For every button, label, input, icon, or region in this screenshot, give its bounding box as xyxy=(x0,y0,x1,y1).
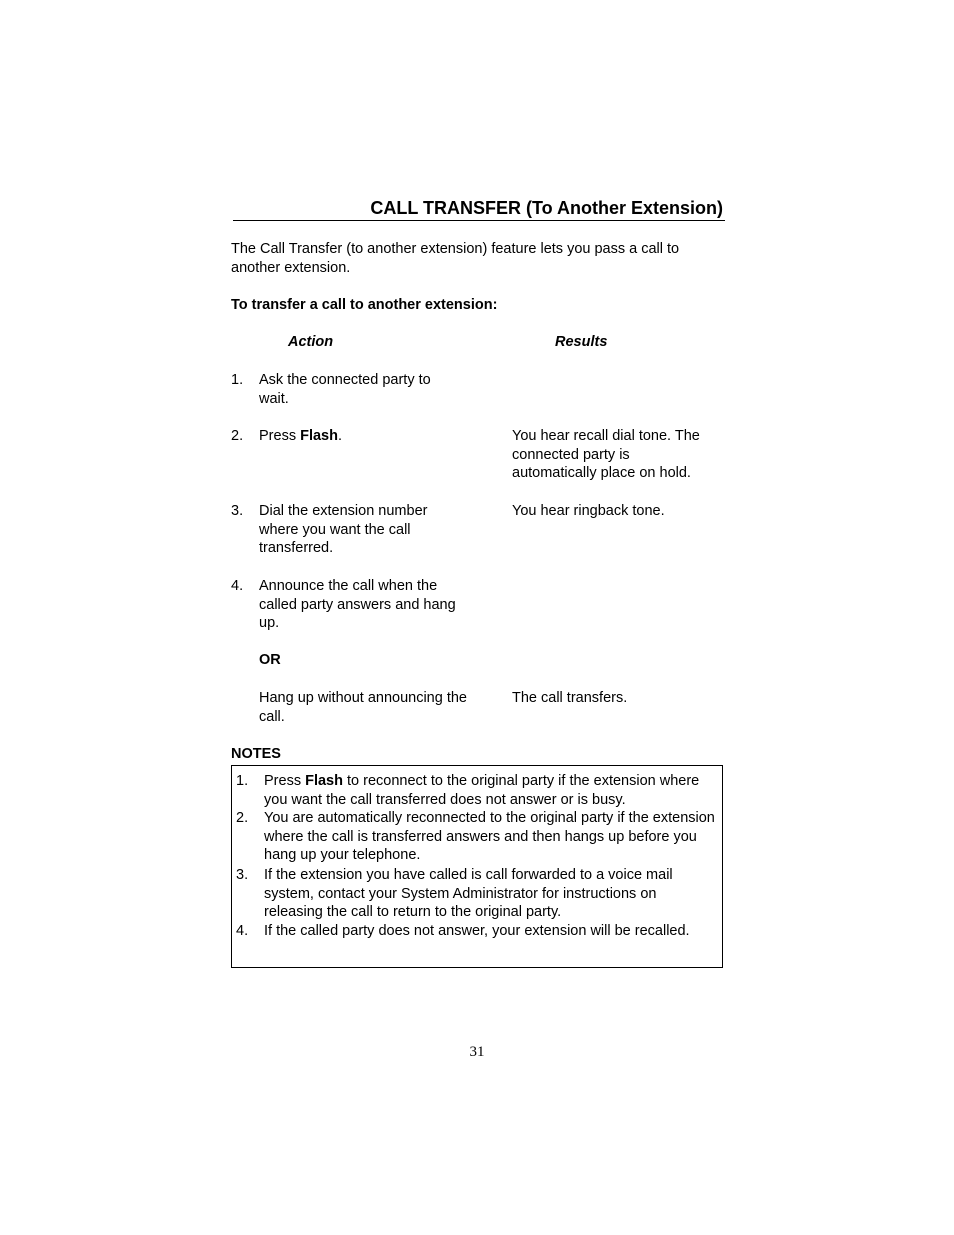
note-text: You are automatically reconnected to the original party if the extension where the call is transferred answers and then hangs up before you hang up your telephone. xyxy=(264,810,715,864)
note-text: If the called party does not answer, your extension will be recalled. xyxy=(264,923,690,939)
note-number: 3. xyxy=(236,867,249,883)
alt-step-action: Hang up without announcing the call. xyxy=(259,690,467,725)
note-number: 4. xyxy=(236,923,249,939)
results-column-header: Results xyxy=(555,334,608,350)
step-action-text: Press xyxy=(259,428,301,444)
step-action xyxy=(259,427,459,446)
notes-box xyxy=(231,765,723,968)
step-number: 2. xyxy=(231,428,244,444)
note-number: 1. xyxy=(236,773,249,789)
note-text xyxy=(264,772,716,809)
note-text: If the extension you have called is call forwarded to a voice mail system, contact your System Administrator for instructions on releasing the call to return to the original party. xyxy=(264,867,673,921)
alt-step-result: The call transfers. xyxy=(512,690,628,706)
action-column-header: Action xyxy=(288,334,334,350)
step-number: 1. xyxy=(231,372,244,388)
or-label: OR xyxy=(259,652,281,668)
note-text-part: Press xyxy=(264,773,306,789)
intro-paragraph: The Call Transfer (to another extension) feature lets you pass a call to another extension. xyxy=(231,241,680,276)
step-number: 3. xyxy=(231,503,244,519)
step-result: You hear recall dial tone. The connected party is automatically place on hold. xyxy=(512,428,700,482)
step-result: You hear ringback tone. xyxy=(512,503,665,519)
step-action: Announce the call when the called party answers and hang up. xyxy=(259,578,456,632)
step-action: Dial the extension number where you want the call transferred. xyxy=(259,503,428,557)
note-text-part: to reconnect to the original party if the extension where you want the call transferred does not answer or is busy. xyxy=(264,773,700,808)
page-number: 31 xyxy=(469,1044,485,1060)
note-number: 2. xyxy=(236,810,249,826)
notes-heading: NOTES xyxy=(231,746,281,762)
step-number: 4. xyxy=(231,578,244,594)
flash-key-label: Flash xyxy=(305,773,343,789)
step-action: Ask the connected party to wait. xyxy=(259,372,431,407)
step-action-text: . xyxy=(337,428,342,444)
procedure-heading: To transfer a call to another extension: xyxy=(231,297,498,313)
flash-key-label: Flash xyxy=(300,428,338,444)
page-title: CALL TRANSFER (To Another Extension) xyxy=(233,197,725,221)
